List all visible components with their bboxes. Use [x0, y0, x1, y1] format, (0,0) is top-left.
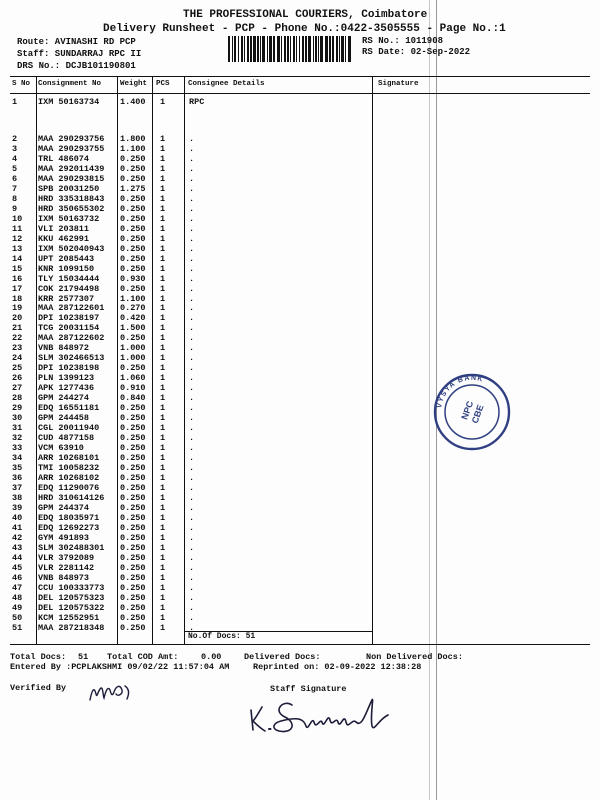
serial-number-cell: 10 [12, 213, 23, 224]
consignee-details-cell: . [189, 363, 195, 374]
consignment-number-cell: CCU 100333773 [38, 582, 105, 593]
pieces-cell: 1 [160, 313, 166, 324]
column-header-weight: Weight [120, 80, 148, 88]
pieces-cell: 1 [160, 203, 166, 214]
consignee-details-cell: . [189, 413, 195, 424]
weight-cell: 0.250 [120, 512, 146, 523]
weight-cell: 0.250 [120, 602, 146, 613]
consignment-number-cell: CGL 20011940 [38, 423, 100, 434]
pieces-cell: 1 [160, 482, 166, 493]
pieces-cell: 1 [160, 622, 166, 633]
pieces-cell: 1 [160, 343, 166, 354]
weight-cell: 0.250 [120, 592, 146, 603]
column-header-consignee: Consignee Details [188, 80, 265, 88]
weight-cell: 0.250 [120, 253, 146, 264]
consignment-number-cell: IXM 50163732 [38, 213, 100, 224]
weight-cell: 0.250 [120, 552, 146, 563]
serial-number-cell: 12 [12, 233, 23, 244]
consignment-number-cell: TMI 10058232 [38, 463, 100, 473]
total-docs-label: Total Docs: [10, 652, 67, 662]
weight-cell: 1.275 [120, 183, 146, 194]
consignment-number-cell: MAA 290293815 [38, 173, 105, 184]
serial-number-cell: 29 [12, 403, 23, 414]
weight-cell: 1.800 [120, 134, 146, 144]
consignment-number-cell: GPM 244274 [38, 393, 90, 404]
serial-number-cell: 24 [12, 353, 23, 364]
serial-number-cell: 14 [12, 253, 23, 264]
serial-number-cell: 35 [12, 463, 23, 473]
consignee-details-cell: . [189, 353, 195, 364]
runsheet-title: Delivery Runsheet - PCP - Phone No.:0422-3505555 - Page No.:1 [103, 23, 506, 35]
total-cod-value: 0.00 [201, 652, 222, 662]
pieces-cell: 1 [160, 193, 166, 204]
serial-number-cell: 26 [12, 373, 23, 384]
weight-cell: 0.250 [120, 433, 146, 444]
weight-cell: 0.250 [120, 622, 146, 633]
total-docs-value: 51 [78, 652, 89, 662]
serial-number-cell: 1 [12, 97, 18, 107]
consignee-details-cell: . [189, 463, 195, 473]
consignment-number-cell: MAA 287122602 [38, 333, 105, 344]
consignment-number-cell: DEL 120575323 [38, 592, 105, 603]
pieces-cell: 1 [160, 453, 166, 464]
pieces-cell: 1 [160, 293, 166, 304]
weight-cell: 0.270 [120, 303, 146, 314]
serial-number-cell: 20 [12, 313, 23, 324]
pieces-cell: 1 [160, 283, 166, 294]
weight-cell: 0.250 [120, 193, 146, 204]
pieces-cell: 1 [160, 213, 166, 224]
consignee-details-cell: . [189, 612, 195, 623]
serial-number-cell: 25 [12, 363, 23, 374]
weight-cell: 0.250 [120, 423, 146, 434]
consignment-number-cell: EDQ 16551181 [38, 403, 100, 414]
serial-number-cell: 6 [12, 173, 18, 184]
serial-number-cell: 30 [12, 413, 23, 424]
consignee-details-cell: . [189, 293, 195, 304]
consignment-number-cell: KCM 12552951 [38, 612, 100, 623]
serial-number-cell: 43 [12, 542, 23, 553]
pieces-cell: 1 [160, 443, 166, 454]
consignment-number-cell: DPI 10238198 [38, 363, 100, 374]
serial-number-cell: 4 [12, 153, 18, 164]
stamp-center-line-1: NPC [459, 399, 476, 421]
weight-cell: 0.840 [120, 393, 146, 404]
consignee-details-cell: . [189, 263, 195, 274]
bank-stamp [432, 372, 512, 452]
weight-cell: 0.250 [120, 522, 146, 533]
consignee-details-cell: . [189, 572, 195, 583]
rs-number: RS No.: 1011908 [362, 36, 444, 46]
serial-number-cell: 22 [12, 333, 23, 344]
stamp-center-line-2: CBE [469, 403, 486, 425]
consignment-number-cell: PLN 1399123 [38, 373, 95, 384]
consignee-details-cell: . [189, 592, 195, 603]
consignment-number-cell: UPT 2085443 [38, 253, 95, 264]
weight-cell: 0.250 [120, 203, 146, 214]
weight-cell: 0.250 [120, 153, 146, 164]
consignment-number-cell: DEL 120575322 [38, 602, 105, 613]
serial-number-cell: 2 [12, 134, 18, 144]
serial-number-cell: 45 [12, 562, 23, 573]
pieces-cell: 1 [160, 263, 166, 274]
serial-number-cell: 7 [12, 183, 18, 194]
serial-number-cell: 17 [12, 283, 23, 294]
consignee-details-cell: . [189, 193, 195, 204]
weight-cell: 1.060 [120, 373, 146, 384]
weight-cell: 0.250 [120, 413, 146, 424]
consignment-number-cell: KKU 462991 [38, 233, 90, 244]
consignee-details-cell: . [189, 562, 195, 573]
pieces-cell: 1 [160, 602, 166, 613]
company-title: THE PROFESSIONAL COURIERS, Coimbatore [183, 9, 428, 21]
pieces-cell: 1 [160, 333, 166, 344]
pieces-cell: 1 [160, 562, 166, 573]
consignee-details-cell: . [189, 582, 195, 593]
consignee-details-cell: . [189, 233, 195, 244]
pieces-cell: 1 [160, 153, 166, 164]
pieces-cell: 1 [160, 383, 166, 394]
consignment-number-cell: COK 21794498 [38, 283, 100, 294]
consignment-number-cell: GPM 244458 [38, 413, 90, 424]
consignee-details-cell: . [189, 403, 195, 414]
weight-cell: 1.400 [120, 97, 146, 107]
consignment-number-cell: EDQ 12692273 [38, 522, 100, 533]
pieces-cell: 1 [160, 582, 166, 593]
pieces-cell: 1 [160, 353, 166, 364]
consignment-number-cell: SLM 302466513 [38, 353, 105, 364]
consignment-number-cell: ARR 10268101 [38, 453, 100, 464]
weight-cell: 0.250 [120, 532, 146, 543]
pieces-cell: 1 [160, 373, 166, 384]
serial-number-cell: 33 [12, 443, 23, 454]
serial-number-cell: 19 [12, 303, 23, 314]
consignment-number-cell: KNR 1099150 [38, 263, 95, 274]
consignee-details-cell: . [189, 313, 195, 324]
serial-number-cell: 36 [12, 472, 23, 483]
serial-number-cell: 51 [12, 622, 23, 633]
consignment-number-cell: MAA 292011439 [38, 163, 105, 174]
pieces-cell: 1 [160, 512, 166, 523]
consignment-number-cell: IXM 50163734 [38, 97, 100, 107]
staff-signature-label: Staff Signature [270, 684, 347, 694]
consignee-details-cell: . [189, 552, 195, 563]
pieces-cell: 1 [160, 233, 166, 244]
consignee-details-cell: . [189, 482, 195, 493]
consignee-details-cell: . [189, 492, 195, 503]
pieces-cell: 1 [160, 532, 166, 543]
serial-number-cell: 37 [12, 482, 23, 493]
consignment-number-cell: CUD 4877158 [38, 433, 95, 444]
rs-date: RS Date: 02-Sep-2022 [362, 47, 471, 57]
pieces-cell: 1 [160, 223, 166, 234]
pieces-cell: 1 [160, 492, 166, 503]
pieces-cell: 1 [160, 97, 166, 107]
serial-number-cell: 27 [12, 383, 23, 394]
consignment-number-cell: GPM 244374 [38, 502, 90, 513]
consignment-number-cell: HRD 310614126 [38, 492, 105, 503]
serial-number-cell: 39 [12, 502, 23, 513]
consignee-details-cell: . [189, 602, 195, 613]
serial-number-cell: 23 [12, 343, 23, 354]
weight-cell: 0.250 [120, 463, 146, 473]
consignee-details-cell: . [189, 542, 195, 553]
weight-cell: 1.000 [120, 343, 146, 354]
consignment-number-cell: VNB 848972 [38, 343, 90, 354]
drs-number: DRS No.: DCJB101190801 [17, 61, 136, 71]
pieces-cell: 1 [160, 323, 166, 334]
consignee-details-cell: . [189, 134, 195, 144]
consignee-details-cell: . [189, 532, 195, 543]
consignment-number-cell: DPI 10238197 [38, 313, 100, 324]
staff-info: Staff: SUNDARRAJ RPC II [17, 49, 142, 59]
serial-number-cell: 41 [12, 522, 23, 533]
consignee-details-cell: . [189, 253, 195, 264]
consignment-number-cell: SPB 20031250 [38, 183, 100, 194]
weight-cell: 0.250 [120, 612, 146, 623]
serial-number-cell: 42 [12, 532, 23, 543]
entered-by: Entered By :PCPLAKSHMI 09/02/22 11:57:04 AM [10, 662, 230, 672]
column-header-pcs: PCS [156, 80, 170, 88]
pieces-cell: 1 [160, 542, 166, 553]
serial-number-cell: 11 [12, 223, 23, 234]
consignee-details-cell: . [189, 383, 195, 394]
serial-number-cell: 46 [12, 572, 23, 583]
pieces-cell: 1 [160, 303, 166, 314]
consignee-details-cell: . [189, 323, 195, 334]
consignment-number-cell: IXM 502040943 [38, 243, 105, 254]
column-header-sno: S No [12, 80, 31, 88]
pieces-cell: 1 [160, 393, 166, 404]
pieces-cell: 1 [160, 163, 166, 174]
weight-cell: 1.100 [120, 293, 146, 304]
weight-cell: 0.250 [120, 502, 146, 513]
weight-cell: 0.250 [120, 213, 146, 224]
serial-number-cell: 44 [12, 552, 23, 563]
consignment-number-cell: MAA 287218348 [38, 622, 105, 633]
consignment-number-cell: ARR 10268102 [38, 472, 100, 483]
pieces-cell: 1 [160, 183, 166, 194]
pieces-cell: 1 [160, 413, 166, 424]
weight-cell: 0.250 [120, 453, 146, 464]
consignment-number-cell: TLY 15034444 [38, 273, 100, 284]
consignee-details-cell: . [189, 173, 195, 184]
consignee-details-cell: . [189, 423, 195, 434]
consignee-details-cell: . [189, 213, 195, 224]
consignee-details-cell: . [189, 472, 195, 483]
consignee-details-cell: . [189, 502, 195, 513]
consignment-number-cell: VLR 3792089 [38, 552, 95, 563]
serial-number-cell: 15 [12, 263, 23, 274]
consignee-details-cell: . [189, 153, 195, 164]
non-delivered-docs-label: Non Delivered Docs: [366, 652, 463, 662]
weight-cell: 0.930 [120, 273, 146, 284]
weight-cell: 0.250 [120, 163, 146, 174]
reprinted-on: Reprinted on: 02-09-2022 12:38:28 [253, 662, 422, 672]
consignee-details-cell: . [189, 163, 195, 174]
weight-cell: 0.250 [120, 542, 146, 553]
consignment-number-cell: APK 1277436 [38, 383, 95, 394]
serial-number-cell: 50 [12, 612, 23, 623]
pieces-cell: 1 [160, 612, 166, 623]
consignment-number-cell: SLM 302488301 [38, 542, 105, 553]
pieces-cell: 1 [160, 403, 166, 414]
consignee-details-cell: . [189, 512, 195, 523]
consignment-number-cell: GYM 491893 [38, 532, 90, 543]
pieces-cell: 1 [160, 253, 166, 264]
weight-cell: 0.250 [120, 243, 146, 254]
pieces-cell: 1 [160, 463, 166, 473]
weight-cell: 0.250 [120, 223, 146, 234]
weight-cell: 0.250 [120, 472, 146, 483]
consignment-number-cell: TCG 20031154 [38, 323, 100, 334]
pieces-cell: 1 [160, 572, 166, 583]
serial-number-cell: 3 [12, 143, 18, 154]
pieces-cell: 1 [160, 273, 166, 284]
consignee-details-cell: RPC [189, 97, 205, 107]
weight-cell: 0.250 [120, 173, 146, 184]
weight-cell: 0.250 [120, 582, 146, 593]
pieces-cell: 1 [160, 522, 166, 533]
pieces-cell: 1 [160, 552, 166, 563]
consignee-details-cell: . [189, 393, 195, 404]
serial-number-cell: 13 [12, 243, 23, 254]
consignment-number-cell: TRL 486074 [38, 153, 90, 164]
serial-number-cell: 18 [12, 293, 23, 304]
pieces-cell: 1 [160, 433, 166, 444]
consignment-number-cell: KRR 2577307 [38, 293, 95, 304]
weight-cell: 0.250 [120, 572, 146, 583]
serial-number-cell: 28 [12, 393, 23, 404]
column-header-consignment: Consignment No [38, 80, 102, 88]
serial-number-cell: 5 [12, 163, 18, 174]
consignee-details-cell: . [189, 243, 195, 254]
consignee-details-cell: . [189, 143, 195, 154]
weight-cell: 0.250 [120, 233, 146, 244]
consignee-details-cell: . [189, 343, 195, 354]
consignment-number-cell: MAA 290293755 [38, 143, 105, 154]
consignee-details-cell: . [189, 333, 195, 344]
consignment-number-cell: EDQ 11290076 [38, 482, 100, 493]
total-cod-label: Total COD Amt: [107, 652, 179, 662]
weight-cell: 0.250 [120, 283, 146, 294]
verified-by-label: Verified By [10, 683, 67, 693]
pieces-cell: 1 [160, 363, 166, 374]
serial-number-cell: 34 [12, 453, 23, 464]
weight-cell: 0.250 [120, 443, 146, 454]
serial-number-cell: 31 [12, 423, 23, 434]
docs-count: No.Of Docs: 51 [188, 632, 256, 641]
weight-cell: 0.250 [120, 562, 146, 573]
serial-number-cell: 47 [12, 582, 23, 593]
pieces-cell: 1 [160, 243, 166, 254]
consignee-details-cell: . [189, 443, 195, 454]
column-header-signature: Signature [378, 80, 419, 88]
weight-cell: 0.420 [120, 313, 146, 324]
consignee-details-cell: . [189, 283, 195, 294]
consignee-details-cell: . [189, 203, 195, 214]
serial-number-cell: 48 [12, 592, 23, 603]
serial-number-cell: 38 [12, 492, 23, 503]
consignee-details-cell: . [189, 183, 195, 194]
weight-cell: 1.000 [120, 353, 146, 364]
consignee-details-cell: . [189, 453, 195, 464]
pieces-cell: 1 [160, 143, 166, 154]
consignee-details-cell: . [189, 622, 195, 633]
pieces-cell: 1 [160, 423, 166, 434]
consignee-details-cell: . [189, 373, 195, 384]
consignment-number-cell: VLI 203811 [38, 223, 90, 234]
serial-number-cell: 9 [12, 203, 18, 214]
consignment-number-cell: VCM 63910 [38, 443, 84, 454]
route-info: Route: AVINASHI RD PCP [17, 37, 136, 47]
weight-cell: 1.500 [120, 323, 146, 334]
serial-number-cell: 8 [12, 193, 18, 204]
weight-cell: 0.250 [120, 482, 146, 493]
consignee-details-cell: . [189, 522, 195, 533]
consignment-number-cell: VNB 848973 [38, 572, 90, 583]
weight-cell: 0.250 [120, 333, 146, 344]
weight-cell: 0.910 [120, 383, 146, 394]
serial-number-cell: 32 [12, 433, 23, 444]
serial-number-cell: 16 [12, 273, 23, 284]
consignment-number-cell: EDQ 18035971 [38, 512, 100, 523]
pieces-cell: 1 [160, 502, 166, 513]
consignee-details-cell: . [189, 303, 195, 314]
serial-number-cell: 49 [12, 602, 23, 613]
pieces-cell: 1 [160, 134, 166, 144]
consignment-number-cell: HRD 335318843 [38, 193, 105, 204]
delivered-docs-label: Delivered Docs: [244, 652, 321, 662]
weight-cell: 1.100 [120, 143, 146, 154]
consignment-number-cell: HRD 350655302 [38, 203, 105, 214]
weight-cell: 0.250 [120, 403, 146, 414]
weight-cell: 0.250 [120, 363, 146, 374]
weight-cell: 0.250 [120, 263, 146, 274]
consignee-details-cell: . [189, 433, 195, 444]
pieces-cell: 1 [160, 592, 166, 603]
consignment-number-cell: MAA 287122601 [38, 303, 105, 314]
serial-number-cell: 40 [12, 512, 23, 523]
consignee-details-cell: . [189, 223, 195, 234]
serial-number-cell: 21 [12, 323, 23, 334]
consignment-number-cell: VLR 2281142 [38, 562, 95, 573]
consignment-number-cell: MAA 290293756 [38, 134, 105, 144]
stamp-ring-text: VYSYA BANK [436, 374, 485, 409]
weight-cell: 0.250 [120, 492, 146, 503]
pieces-cell: 1 [160, 472, 166, 483]
pieces-cell: 1 [160, 173, 166, 184]
consignee-details-cell: . [189, 273, 195, 284]
